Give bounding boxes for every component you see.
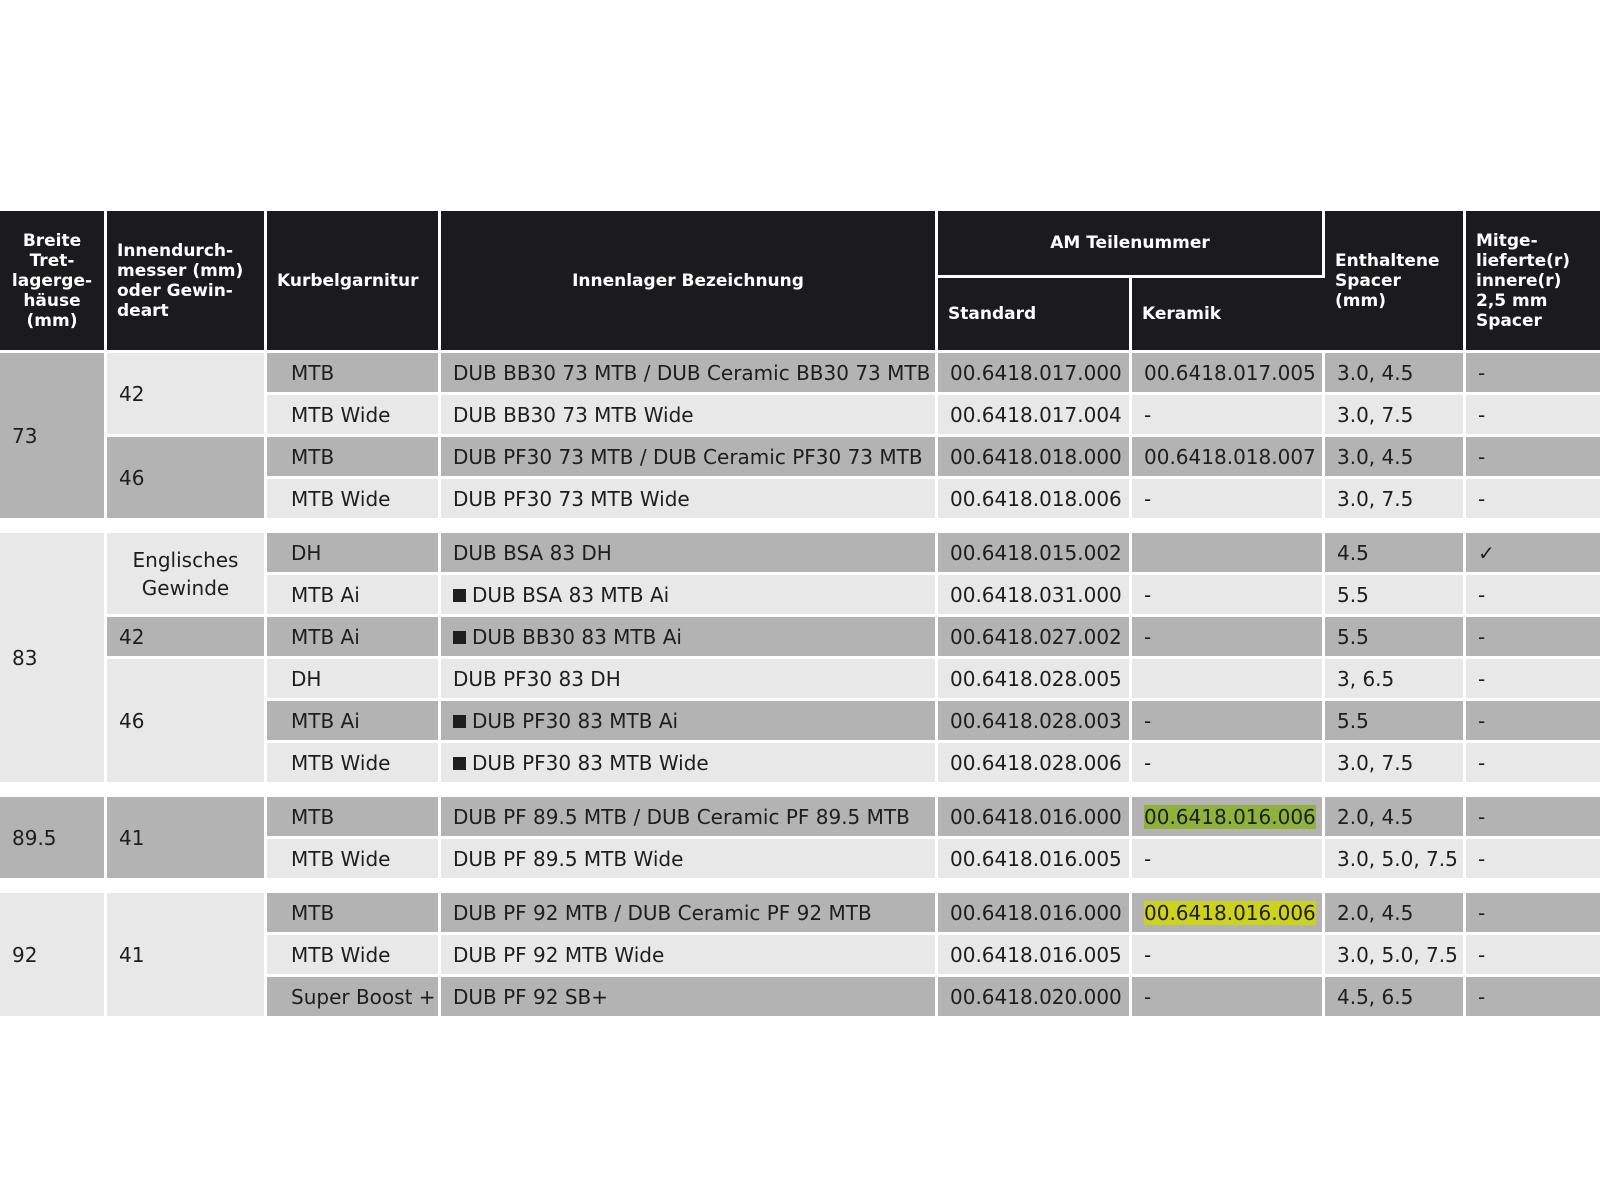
cell-innen-gewinde: [107, 533, 267, 617]
header-standard: Standard: [938, 278, 1132, 353]
cell-keramik: -: [1132, 977, 1325, 1019]
cell-mitge: -: [1466, 743, 1600, 785]
cell-bezeichnung: DUB PF30 73 MTB / DUB Ceramic PF30 73 MTB: [441, 437, 938, 479]
header-keramik: Keramik: [1132, 278, 1325, 353]
cell-kurbel: MTB Wide: [267, 743, 441, 785]
cell-standard: 00.6418.027.002: [938, 617, 1132, 659]
cell-standard: 00.6418.016.005: [938, 839, 1132, 881]
cell-spacer: 5.5: [1325, 701, 1466, 743]
group-spacer: [0, 785, 1600, 797]
cell-bezeichnung: DUB PF 89.5 MTB Wide: [441, 839, 938, 881]
cell-kurbel: MTB Ai: [267, 701, 441, 743]
cell-innen: 42: [107, 617, 267, 659]
cell-keramik: -: [1132, 395, 1325, 437]
cell-keramik: [1132, 893, 1325, 935]
cell-keramik: [1132, 659, 1325, 701]
cell-keramik: -: [1132, 743, 1325, 785]
cell-keramik: -: [1132, 479, 1325, 521]
cell-bezeichnung: DUB BSA 83 DH: [441, 533, 938, 575]
cell-bezeichnung: [441, 743, 938, 785]
cell-breite: 83: [0, 533, 107, 785]
header-spacer: Enthaltene Spacer (mm): [1325, 211, 1466, 353]
cell-spacer: 3.0, 7.5: [1325, 395, 1466, 437]
cell-mitge: -: [1466, 839, 1600, 881]
cell-mitge: -: [1466, 617, 1600, 659]
cell-kurbel: MTB: [267, 353, 441, 395]
cell-mitge: -: [1466, 893, 1600, 935]
cell-standard: 00.6418.020.000: [938, 977, 1132, 1019]
cell-bezeichnung: DUB PF30 83 DH: [441, 659, 938, 701]
highlighted-part-number: 00.6418.016.006: [1144, 900, 1316, 925]
header-mitgelieferte-spacer: Mitge-lieferte(r) innere(r) 2,5 mm Spacer: [1466, 211, 1600, 353]
cell-bezeichnung: DUB PF 92 SB+: [441, 977, 938, 1019]
cell-kurbel: MTB: [267, 893, 441, 935]
cell-standard: 00.6418.016.005: [938, 935, 1132, 977]
cell-kurbel: MTB Wide: [267, 395, 441, 437]
cell-keramik: -: [1132, 701, 1325, 743]
cell-breite: 73: [0, 353, 107, 521]
cell-innen: 41: [107, 893, 267, 1019]
cell-spacer: 4.5, 6.5: [1325, 977, 1466, 1019]
cell-mitge: -: [1466, 395, 1600, 437]
cell-spacer: 3.0, 4.5: [1325, 437, 1466, 479]
black-square-icon: [453, 757, 466, 770]
cell-kurbel: Super Boost +: [267, 977, 441, 1019]
cell-standard: 00.6418.028.006: [938, 743, 1132, 785]
bottom-bracket-table: [0, 211, 1600, 1019]
header-kurbelgarnitur: Kurbelgarnitur: [267, 211, 441, 353]
cell-standard: 00.6418.018.000: [938, 437, 1132, 479]
cell-spacer: 5.5: [1325, 617, 1466, 659]
cell-keramik: -: [1132, 935, 1325, 977]
header-am-teilenummer: AM Teilenummer: [938, 211, 1325, 278]
gewinde-line-2: Gewinde: [141, 575, 230, 600]
cell-kurbel: MTB: [267, 797, 441, 839]
cell-kurbel: MTB Ai: [267, 617, 441, 659]
cell-innen: 41: [107, 797, 267, 881]
cell-bezeichnung: DUB PF 92 MTB / DUB Ceramic PF 92 MTB: [441, 893, 938, 935]
cell-kurbel: MTB Wide: [267, 479, 441, 521]
table-body: [0, 353, 1600, 1019]
table-row: [0, 797, 1600, 839]
cell-standard: 00.6418.028.005: [938, 659, 1132, 701]
bezeichnung-text: DUB BB30 83 MTB Ai: [472, 624, 682, 649]
cell-spacer: 3.0, 7.5: [1325, 743, 1466, 785]
cell-bezeichnung: DUB PF 92 MTB Wide: [441, 935, 938, 977]
group-spacer: [0, 881, 1600, 893]
table-row: [0, 353, 1600, 395]
cell-spacer: 2.0, 4.5: [1325, 797, 1466, 839]
cell-standard: 00.6418.016.000: [938, 797, 1132, 839]
cell-mitge: -: [1466, 935, 1600, 977]
bezeichnung-text: DUB PF30 83 MTB Wide: [472, 750, 709, 775]
cell-breite: 89.5: [0, 797, 107, 881]
cell-bezeichnung: DUB PF30 73 MTB Wide: [441, 479, 938, 521]
cell-kurbel: DH: [267, 659, 441, 701]
cell-spacer: 4.5: [1325, 533, 1466, 575]
table-row: [0, 437, 1600, 479]
cell-keramik: -: [1132, 617, 1325, 659]
group-spacer: [0, 521, 1600, 533]
cell-keramik: -: [1132, 839, 1325, 881]
highlighted-part-number: 00.6418.016.006: [1144, 804, 1316, 829]
cell-bezeichnung: DUB BB30 73 MTB Wide: [441, 395, 938, 437]
black-square-icon: [453, 715, 466, 728]
cell-standard: 00.6418.017.004: [938, 395, 1132, 437]
cell-mitge: -: [1466, 575, 1600, 617]
cell-standard: 00.6418.015.002: [938, 533, 1132, 575]
cell-mitge-check: ✓: [1466, 533, 1600, 575]
cell-spacer: 3.0, 5.0, 7.5: [1325, 839, 1466, 881]
cell-mitge: -: [1466, 479, 1600, 521]
cell-mitge: -: [1466, 701, 1600, 743]
table-row: [0, 533, 1600, 575]
cell-spacer: 5.5: [1325, 575, 1466, 617]
cell-kurbel: MTB Ai: [267, 575, 441, 617]
cell-spacer: 2.0, 4.5: [1325, 893, 1466, 935]
cell-kurbel: MTB: [267, 437, 441, 479]
cell-standard: 00.6418.017.000: [938, 353, 1132, 395]
cell-keramik: 00.6418.017.005: [1132, 353, 1325, 395]
cell-mitge: -: [1466, 353, 1600, 395]
cell-innen: 42: [107, 353, 267, 437]
cell-innen: 46: [107, 659, 267, 785]
cell-keramik: [1132, 797, 1325, 839]
cell-standard: 00.6418.018.006: [938, 479, 1132, 521]
cell-mitge: -: [1466, 797, 1600, 839]
cell-spacer: 3.0, 7.5: [1325, 479, 1466, 521]
table-row: [0, 893, 1600, 935]
gewinde-line-1: Englisches: [132, 547, 239, 572]
cell-innen: 46: [107, 437, 267, 521]
cell-spacer: 3, 6.5: [1325, 659, 1466, 701]
header-innendurchmesser: Innendurch-messer (mm) oder Gewin-deart: [107, 211, 267, 353]
cell-breite: 92: [0, 893, 107, 1019]
cell-keramik: 00.6418.018.007: [1132, 437, 1325, 479]
bottom-bracket-table-container: [0, 211, 1600, 1019]
cell-standard: 00.6418.016.000: [938, 893, 1132, 935]
header-breite: Breite Tret-lagerge-häuse (mm): [0, 211, 107, 353]
black-square-icon: [453, 631, 466, 644]
bezeichnung-text: DUB PF30 83 MTB Ai: [472, 708, 679, 733]
bezeichnung-text: DUB BSA 83 MTB Ai: [472, 582, 670, 607]
cell-keramik: -: [1132, 575, 1325, 617]
cell-keramik: [1132, 533, 1325, 575]
cell-standard: 00.6418.028.003: [938, 701, 1132, 743]
cell-kurbel: DH: [267, 533, 441, 575]
cell-bezeichnung: [441, 617, 938, 659]
cell-mitge: -: [1466, 437, 1600, 479]
table-row: [0, 617, 1600, 659]
cell-spacer: 3.0, 5.0, 7.5: [1325, 935, 1466, 977]
cell-spacer: 3.0, 4.5: [1325, 353, 1466, 395]
cell-bezeichnung: DUB PF 89.5 MTB / DUB Ceramic PF 89.5 MTB: [441, 797, 938, 839]
table-row: [0, 659, 1600, 701]
cell-bezeichnung: DUB BB30 73 MTB / DUB Ceramic BB30 73 MTB: [441, 353, 938, 395]
cell-bezeichnung: [441, 575, 938, 617]
cell-bezeichnung: [441, 701, 938, 743]
header-bezeichnung: Innenlager Bezeichnung: [441, 211, 938, 353]
table-header: [0, 211, 1600, 353]
black-square-icon: [453, 589, 466, 602]
cell-mitge: -: [1466, 977, 1600, 1019]
cell-kurbel: MTB Wide: [267, 935, 441, 977]
cell-kurbel: MTB Wide: [267, 839, 441, 881]
cell-mitge: -: [1466, 659, 1600, 701]
cell-standard: 00.6418.031.000: [938, 575, 1132, 617]
